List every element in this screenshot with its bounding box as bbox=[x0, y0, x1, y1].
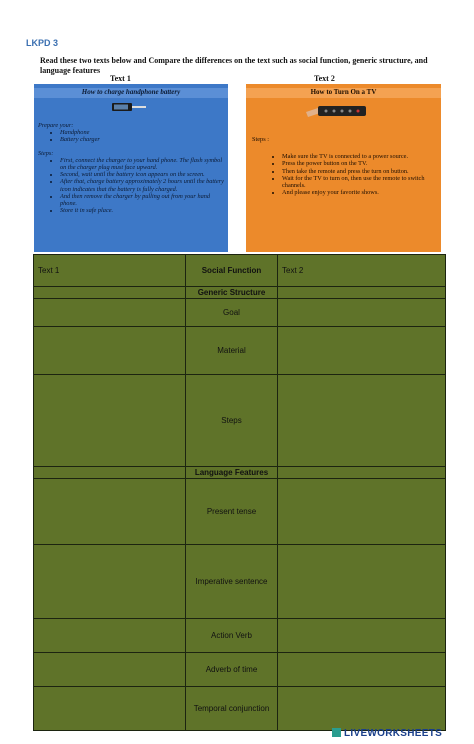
answer-cell-text2[interactable] bbox=[278, 619, 446, 653]
social-function-cell: Social Function bbox=[186, 255, 278, 287]
answer-cell-text2[interactable] bbox=[278, 375, 446, 467]
text1-step: • And then remove the charger by pulling out from your hand phone. bbox=[60, 193, 224, 207]
answer-cell-text1[interactable] bbox=[34, 287, 186, 299]
text1-panel bbox=[34, 84, 228, 252]
table-row bbox=[34, 619, 446, 653]
action-verb-cell: Action Verb bbox=[186, 619, 278, 653]
table-row bbox=[34, 653, 446, 687]
text2-step: • Then take the remote and press the turn on button. bbox=[282, 168, 436, 175]
text2-step: • Make sure the TV is connected to a power source. bbox=[282, 153, 436, 160]
goal-cell: Goal bbox=[186, 299, 278, 327]
text1-step: • Second, wait until the battery icon appears on the screen. bbox=[60, 171, 224, 178]
text1-body bbox=[38, 122, 224, 214]
text2-panel bbox=[246, 84, 441, 252]
text1-steps-heading: Steps: bbox=[38, 149, 54, 157]
imperative-sentence-cell: Imperative sentence bbox=[186, 545, 278, 619]
text1-item: • Handphone bbox=[60, 129, 224, 136]
liveworksheets-icon bbox=[332, 728, 341, 737]
instruction-text: Read these two texts below and Compare the differences on the text such as social function, generic structure, and language features bbox=[40, 56, 428, 75]
answer-cell-text2[interactable] bbox=[278, 687, 446, 731]
table-row bbox=[34, 299, 446, 327]
answer-cell-text2[interactable] bbox=[278, 479, 446, 545]
answer-cell-text1[interactable] bbox=[34, 653, 186, 687]
answer-cell-text1[interactable] bbox=[34, 327, 186, 375]
brand-text: LIVEWORKSHEETS bbox=[344, 728, 443, 739]
text1-header-cell: Text 1 bbox=[34, 255, 186, 287]
text2-label: Text 2 bbox=[314, 74, 335, 83]
table-row bbox=[34, 545, 446, 619]
answer-cell-text2[interactable] bbox=[278, 467, 446, 479]
adverb-of-time-cell: Adverb of time bbox=[186, 653, 278, 687]
answer-cell-text1[interactable] bbox=[34, 619, 186, 653]
answer-cell-text2[interactable] bbox=[278, 545, 446, 619]
temporal-conjunction-cell: Temporal conjunction bbox=[186, 687, 278, 731]
material-cell: Material bbox=[186, 327, 278, 375]
tv-remote-image bbox=[304, 104, 368, 118]
text2-steps-heading: Steps : bbox=[252, 136, 269, 143]
answer-cell-text1[interactable] bbox=[34, 687, 186, 731]
text1-step: • After that, charge battery approximately 2 hours until the battery icon indicates that the battery is fully charged. bbox=[60, 178, 224, 192]
answer-cell-text1[interactable] bbox=[34, 375, 186, 467]
table-row bbox=[34, 375, 446, 467]
text2-step: • And please enjoy your favorite shows. bbox=[282, 189, 436, 196]
text2-title: How to Turn On a TV bbox=[246, 88, 441, 98]
answer-cell-text2[interactable] bbox=[278, 287, 446, 299]
present-tense-cell: Present tense bbox=[186, 479, 278, 545]
text1-item: • Battery charger bbox=[60, 136, 224, 143]
answer-cell-text2[interactable] bbox=[278, 327, 446, 375]
language-features-cell: Language Features bbox=[186, 467, 278, 479]
table-row bbox=[34, 467, 446, 479]
answer-cell-text1[interactable] bbox=[34, 467, 186, 479]
worksheet-code: LKPD 3 bbox=[26, 38, 59, 48]
answer-cell-text1[interactable] bbox=[34, 299, 186, 327]
text2-body bbox=[252, 136, 436, 196]
generic-structure-cell: Generic Structure bbox=[186, 287, 278, 299]
text1-step: • First, connect the charger to your hand phone. The flash symbol on the charger plug must face upward. bbox=[60, 157, 224, 171]
text1-prepare-heading: Prepare your: bbox=[38, 122, 74, 129]
answer-cell-text1[interactable] bbox=[34, 545, 186, 619]
answer-cell-text2[interactable] bbox=[278, 299, 446, 327]
table-row bbox=[34, 287, 446, 299]
text1-step: • Store it in safe place. bbox=[60, 207, 224, 214]
answer-cell-text2[interactable] bbox=[278, 653, 446, 687]
liveworksheets-logo bbox=[332, 728, 442, 739]
table-row bbox=[34, 687, 446, 731]
phone-charger-image bbox=[112, 102, 146, 112]
table-row bbox=[34, 327, 446, 375]
comparison-table bbox=[33, 254, 446, 731]
table-row bbox=[34, 255, 446, 287]
text2-header-cell: Text 2 bbox=[278, 255, 446, 287]
steps-cell: Steps bbox=[186, 375, 278, 467]
text2-step: • Wait for the TV to turn on, then use the remote to switch channels. bbox=[282, 175, 436, 189]
table-row bbox=[34, 479, 446, 545]
text2-step: • Press the power button on the TV. bbox=[282, 160, 436, 167]
answer-cell-text1[interactable] bbox=[34, 479, 186, 545]
text1-title: How to charge handphone battery bbox=[34, 88, 228, 98]
text1-label: Text 1 bbox=[110, 74, 131, 83]
